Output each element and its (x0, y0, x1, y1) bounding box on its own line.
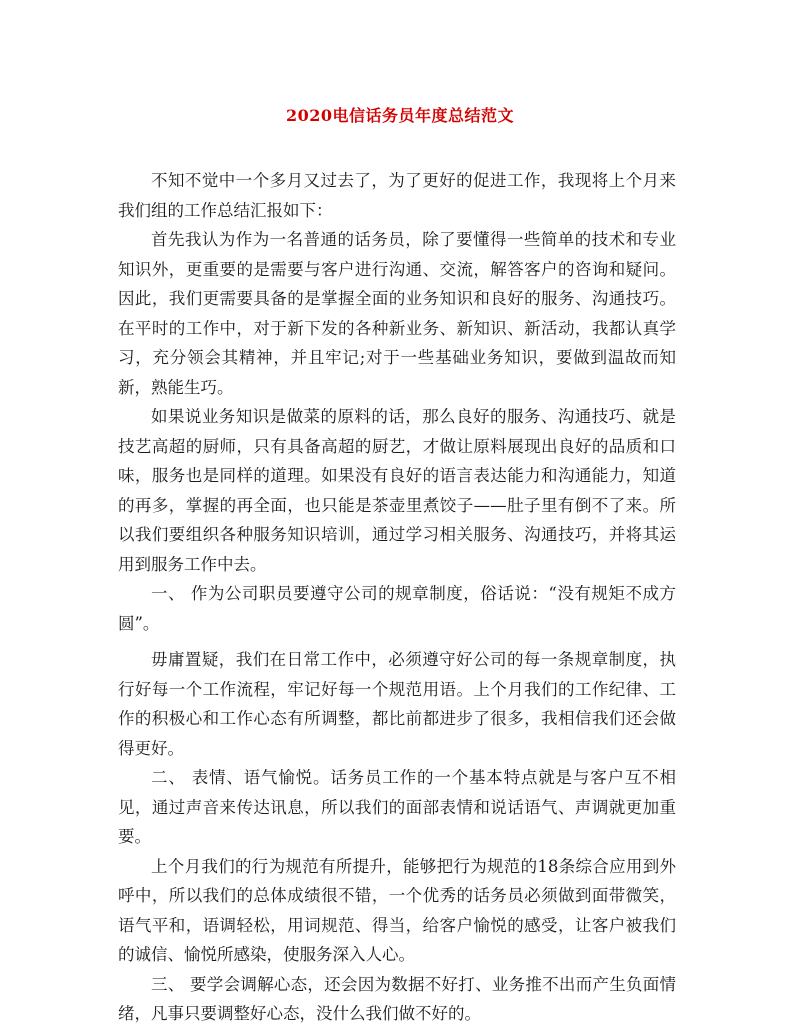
paragraph-rules: 毋庸置疑，我们在日常工作中，必须遵守好公司的每一条规章制度，执行好每一个工作流程，牢记好每一个规范用语。上个月我们的工作纪律、工作的积极心和工作心态有所调整，都比前都进步了很多，我相信我们还会做得更好。 (118, 650, 676, 758)
paragraph-behavior: 上个月我们的行为规范有所提升，能够把行为规范的18条综合应用到外呼中，所以我们的总体成绩很不错，一个优秀的话务员必须做到面带微笑，语气平和，语调轻松，用词规范、得当，给客户愉悦的感受，让客户被我们的诚信、愉悦所感染，使服务深入人心。 (118, 856, 676, 964)
document-title: 2020电信话务员年度总结范文 (285, 106, 515, 125)
paragraph-service-skills: 如果说业务知识是做菜的原料的话，那么良好的服务、沟通技巧、就是技艺高超的厨师，只有具备高超的厨艺，才做让原料展现出良好的品质和口味，服务也是同样的道理。如果没有良好的语言表达能力和沟通能力，知道的再多，掌握的再全面，也只能是茶壶里煮饺子——肚子里有倒不了来。所以我们要组织各种服务知识培训，通过学习相关服务、沟通技巧，并将其运用到服务工作中去。 (118, 407, 676, 574)
paragraph-point-three: 三、 要学会调解心态，还会因为数据不好打、业务推不出而产生负面情绪，凡事只要调整好心态，没什么我们做不好的。 (118, 974, 676, 1023)
document-body (118, 166, 676, 1029)
paragraph-knowledge: 首先我认为作为一名普通的话务员，除了要懂得一些简单的技术和专业知识外，更重要的是需要与客户进行沟通、交流，解答客户的咨询和疑问。因此，我们更需要具备的是掌握全面的业务知识和良好的服务、沟通技巧。在平时的工作中，对于新下发的各种新业务、新知识、新活动，我都认真学习，充分领会其精神，并且牢记;对于一些基础业务知识，要做到温故而知新，熟能生巧。 (118, 230, 676, 397)
paragraph-point-two: 二、 表情、语气愉悦。话务员工作的一个基本特点就是与客户互不相见，通过声音来传达讯息，所以我们的面部表情和说话语气、声调就更加重要。 (118, 768, 676, 846)
paragraph-intro: 不知不觉中一个多月又过去了，为了更好的促进工作，我现将上个月来我们组的工作总结汇报如下： (118, 171, 676, 220)
paragraph-point-one: 一、 作为公司职员要遵守公司的规章制度，俗话说：“没有规矩不成方圆”。 (118, 584, 676, 633)
